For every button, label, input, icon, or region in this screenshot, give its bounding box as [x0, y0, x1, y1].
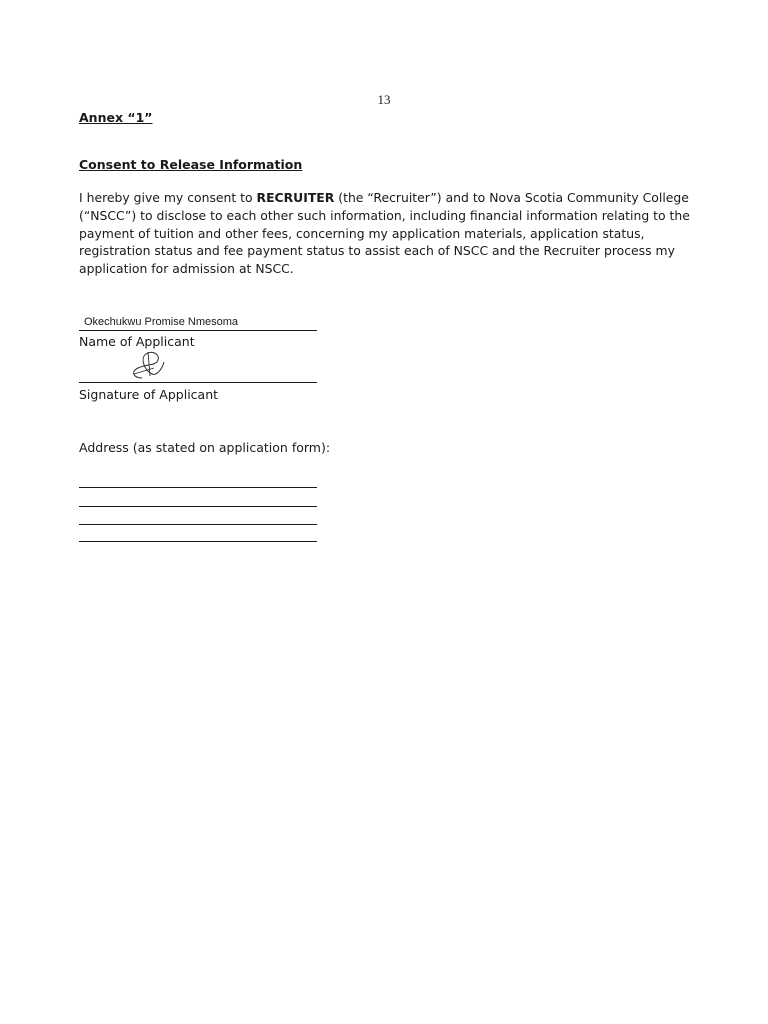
section-title: Consent to Release Information	[79, 157, 303, 172]
page-number: 13	[377, 92, 391, 107]
address-line	[79, 541, 317, 542]
name-line	[79, 330, 317, 331]
address-line	[79, 487, 317, 488]
address-line	[79, 524, 317, 525]
applicant-name-value: Okechukwu Promise Nmesoma	[84, 316, 239, 328]
consent-paragraph	[79, 189, 691, 278]
annex-title: Annex “1”	[79, 110, 153, 125]
consent-text-before: I hereby give my consent to	[79, 190, 257, 205]
recruiter-name: RECRUITER	[256, 190, 335, 205]
consent-text-after: (the “Recruiter”) and to Nova Scotia Community College (“NSCC”) to disclose to each other such information, including financial information relating to the payment of tuition and other fees, concerning my application materials, application status, registration status and fee payment status to assist each of NSCC and the Recruiter process my application for admission at NSCC.	[79, 190, 690, 277]
name-of-applicant-label: Name of Applicant	[79, 334, 195, 349]
address-label: Address (as stated on application form):	[79, 440, 331, 455]
address-line	[79, 506, 317, 507]
signature-line	[79, 382, 317, 383]
applicant-signature	[128, 348, 168, 380]
signature-of-applicant-label: Signature of Applicant	[79, 387, 219, 402]
